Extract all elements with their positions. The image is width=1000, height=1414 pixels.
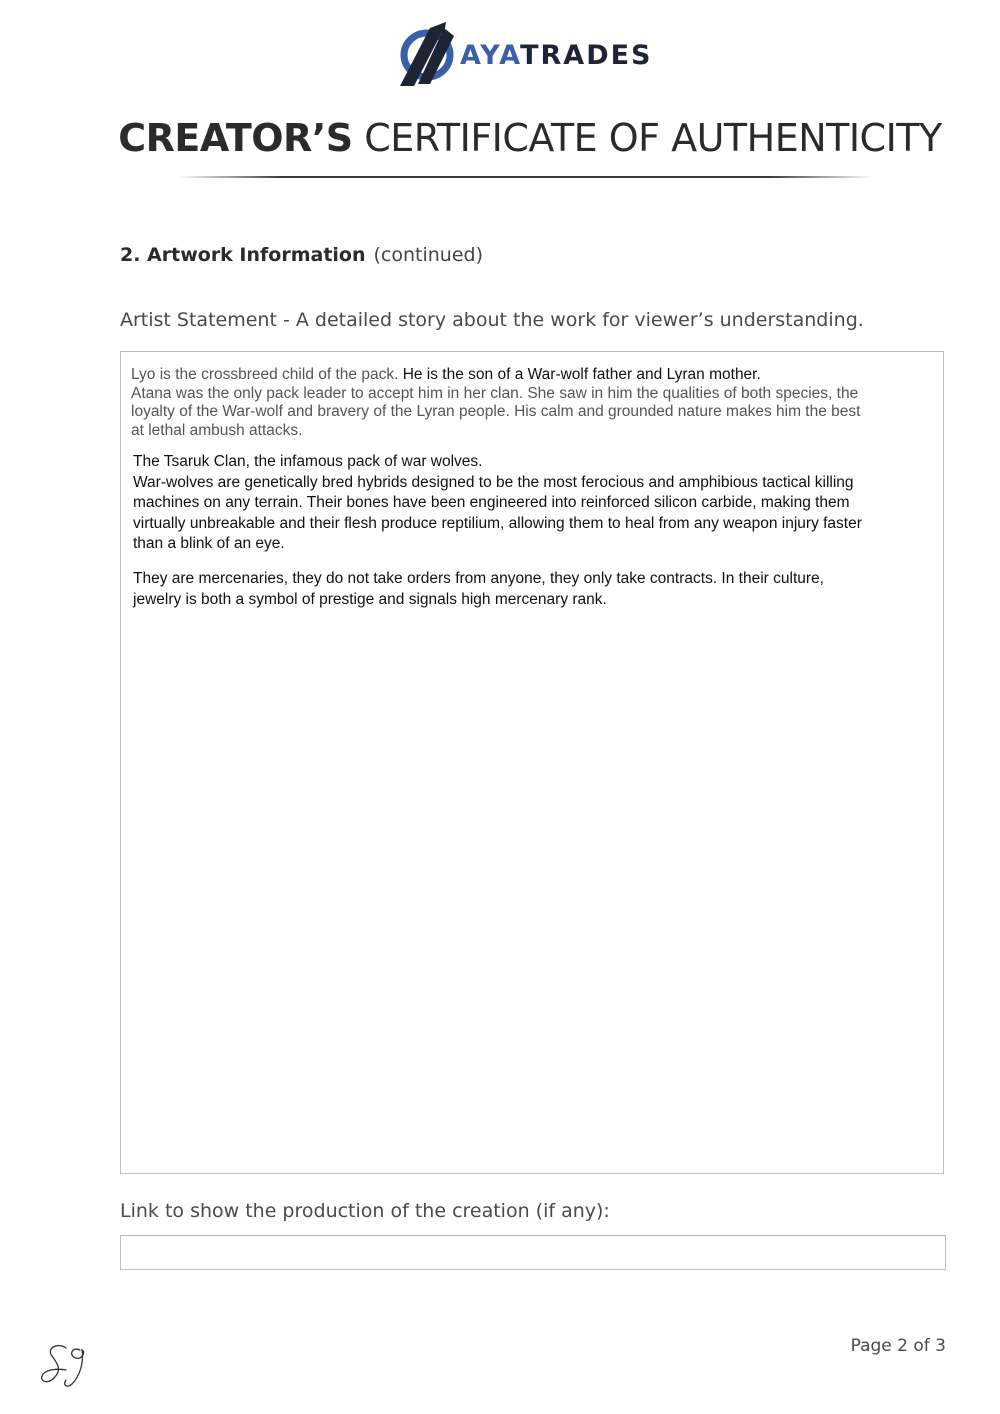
statement-paragraph-2 [133,452,933,555]
title-bold: CREATOR’S [118,116,353,160]
production-link-label: Link to show the production of the creation (if any): [120,1200,610,1222]
statement-p2-line-5: than a blink of an eye. [133,535,285,552]
statement-p3-line-2: jewelry is both a symbol of prestige and signals high mercenary rank. [133,590,607,608]
section-heading-continued: (continued) [373,244,484,266]
ayatrades-logo [400,22,653,88]
logo-wordmark [460,40,653,71]
statement-paragraph-1 [131,366,931,440]
statement-p2-line-4: virtually unbreakable and their flesh produce reptilium, allowing them to heal from any weapon injury faster [133,514,862,532]
page-title [0,116,1000,160]
artist-statement-field[interactable] [120,351,944,1174]
logo-wordmark-trades: TRADES [520,39,653,71]
statement-p1-line-3: loyalty of the War-wolf and bravery of the Lyran people. His calm and grounded nature makes him the best [131,403,861,421]
logo-wordmark-aya: AYA [460,39,521,71]
statement-p2-line-2: War-wolves are genetically bred hybrids designed to be the most ferocious and amphibious tactical killing [133,473,854,491]
title-rest: CERTIFICATE OF AUTHENTICITY [364,116,942,160]
statement-p2-line-3: machines on any terrain. Their bones have been engineered into reinforced silicon carbide, making them [133,494,850,511]
statement-p3-line-1: They are mercenaries, they do not take orders from anyone, they only take contracts. In their culture, [133,570,824,587]
ayatrades-logo-icon [400,22,456,88]
statement-paragraph-3 [133,569,933,610]
statement-p1-line-1-light: Lyo is the crossbreed child of the pack. [131,366,399,383]
signature-icon [36,1340,100,1388]
page-number: Page 2 of 3 [850,1336,946,1356]
statement-p1-line-4: at lethal ambush attacks. [131,421,303,439]
artist-statement-label: Artist Statement - A detailed story about the work for viewer’s understanding. [120,309,864,331]
section-heading-title: 2. Artwork Information [120,244,366,266]
statement-p1-line-2: Atana was the only pack leader to accept him in her clan. She saw in him the qualities of both species, the [131,384,859,402]
title-divider [178,176,873,178]
section-heading [120,244,483,266]
production-link-field[interactable] [120,1235,946,1270]
statement-p1-line-1-dark: He is the son of a War-wolf father and Lyran mother. [402,366,761,383]
statement-p1-line-1 [131,366,931,385]
statement-p2-line-1: The Tsaruk Clan, the infamous pack of war wolves. [133,453,483,470]
